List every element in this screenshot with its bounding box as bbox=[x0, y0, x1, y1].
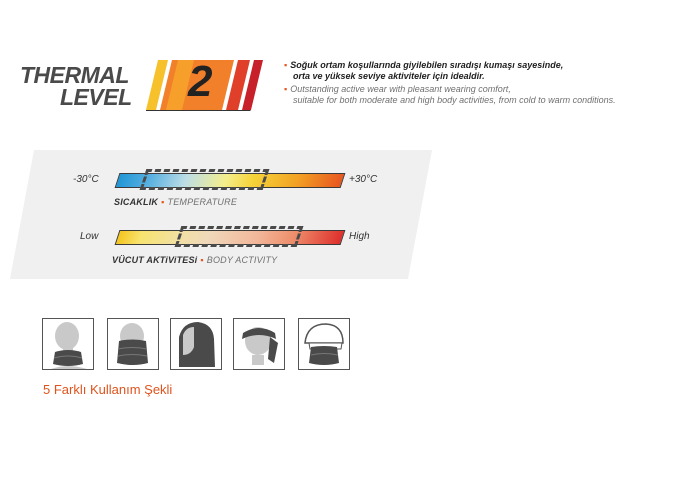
description-tr-line1: Soğuk ortam koşullarında giyilebilen sıradışı kumaşı sayesinde, bbox=[290, 60, 564, 70]
description-en-line2: suitable for both moderate and high body activities, from cold to warm conditions. bbox=[293, 95, 616, 105]
logo-title-line2: LEVEL bbox=[60, 84, 132, 110]
temperature-range-marker bbox=[140, 169, 270, 190]
bullet-icon: ▪ bbox=[284, 84, 288, 94]
description-tr-line2: orta ve yüksek seviye aktiviteler için idealdir. bbox=[293, 71, 485, 81]
temperature-caption-en: TEMPERATURE bbox=[167, 197, 238, 207]
activity-caption-tr: VÜCUT AKTiViTESi bbox=[112, 255, 198, 265]
temperature-max-label: +30°C bbox=[349, 174, 378, 185]
activity-range-marker bbox=[175, 226, 304, 247]
activity-max-label: High bbox=[349, 231, 370, 242]
helmet-liner-icon bbox=[298, 318, 350, 370]
temperature-caption-tr: SICAKLIK bbox=[114, 197, 159, 207]
hood-icon bbox=[170, 318, 222, 370]
face-mask-icon bbox=[107, 318, 159, 370]
headband-icon bbox=[233, 318, 285, 370]
description-en-line1: Outstanding active wear with pleasant wearing comfort, bbox=[290, 84, 511, 94]
activity-caption-en: BODY ACTIVITY bbox=[206, 255, 278, 265]
description-english bbox=[284, 84, 684, 106]
activity-min-label: Low bbox=[80, 231, 99, 242]
bullet-icon: ▪ bbox=[284, 60, 288, 70]
logo-title-line1: THERMAL bbox=[20, 62, 129, 88]
level-number: 2 bbox=[188, 57, 213, 106]
caption-separator-icon: ▪ bbox=[200, 255, 204, 265]
caption-separator-icon: ▪ bbox=[161, 197, 165, 207]
description-turkish bbox=[284, 60, 684, 82]
usage-ways-label: 5 Farklı Kullanım Şekli bbox=[43, 382, 173, 397]
neck-gaiter-icon bbox=[42, 318, 94, 370]
activity-caption bbox=[112, 255, 277, 265]
temperature-caption bbox=[114, 197, 237, 207]
temperature-min-label: -30°C bbox=[73, 174, 99, 185]
